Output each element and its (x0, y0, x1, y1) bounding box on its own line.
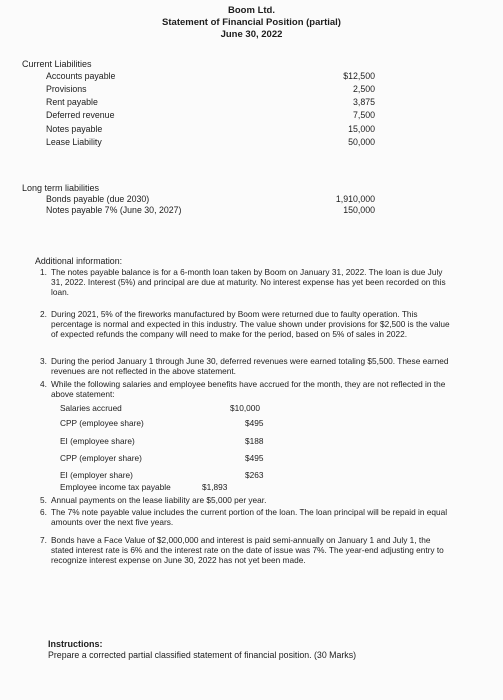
salary-label: CPP (employer share) (60, 453, 142, 463)
additional-info-heading: Additional information: (35, 256, 123, 266)
note-item (40, 507, 453, 528)
liability-amount: 15,000 (348, 124, 375, 134)
salary-amount: $495 (245, 418, 264, 428)
long-term-liabilities-heading: Long term liabilities (22, 183, 100, 193)
statement-title: Statement of Financial Position (partial) (162, 17, 341, 28)
liability-label: Provisions (46, 84, 87, 94)
salary-label: EI (employee share) (60, 436, 135, 446)
salary-amount: $1,893 (202, 482, 228, 492)
liability-amount: 150,000 (343, 205, 375, 215)
liability-label: Notes payable 7% (June 30, 2027) (46, 205, 182, 215)
note-text: Bonds have a Face Value of $2,000,000 and interest is paid semi-annually on January 1 and July 1, the stated interest rate is 6% and the interest rate on the date of issue was 7%. The year-end adjusting entry to recognize interest expense on June 30, 2022 has not yet been made. (51, 535, 444, 566)
liability-label: Accounts payable (46, 71, 116, 81)
liability-amount: 1,910,000 (335, 194, 375, 204)
liability-label: Lease Liability (46, 137, 102, 147)
note-text: The notes payable balance is for a 6-month loan taken by Boom on January 31, 2022. The loan is due July 31, 2022. Interest (5%) and principal are due at maturity. No interest expense has yet been recorded on this loan. (51, 267, 446, 298)
salary-amount: $10,000 (230, 403, 260, 413)
note-item (40, 495, 453, 505)
note-number: 5. (40, 495, 47, 505)
note-text: During the period January 1 through June 30, deferred revenues were earned totaling $5,500. These earned revenues are not reflected in the above statement. (51, 356, 449, 377)
note-number: 6. (40, 507, 47, 517)
note-number: 3. (40, 356, 47, 366)
liability-label: Deferred revenue (46, 110, 115, 120)
salary-row (60, 482, 228, 492)
note-item (40, 267, 453, 298)
note-text: While the following salaries and employee benefits have accrued for the month, they are not reflected in the above statement: (51, 379, 446, 400)
liability-label: Rent payable (46, 97, 98, 107)
salary-row (60, 436, 264, 446)
note-text: During 2021, 5% of the fireworks manufactured by Boom were returned due to faulty operation. This percentage is normal and expected in this industry. The value shown under provisions for $2,500 is the value of expected refunds the company will need to make for the period, based on 5% of sales in 2022. (51, 309, 450, 340)
salary-amount: $188 (245, 436, 264, 446)
note-number: 7. (40, 535, 47, 545)
liability-amount: 2,500 (352, 84, 375, 94)
note-item (40, 356, 453, 377)
liability-label: Bonds payable (due 2030) (46, 194, 150, 204)
note-number: 4. (40, 379, 47, 389)
note-number: 2. (40, 309, 47, 319)
instructions-text: Prepare a corrected partial classified statement of financial position. (30 Marks) (48, 650, 357, 660)
current-liabilities-heading: Current Liabilities (22, 59, 92, 69)
liability-amount: 3,875 (352, 97, 375, 107)
note-text: Annual payments on the lease liability are $5,000 per year. (51, 495, 267, 505)
salary-label: CPP (employee share) (60, 418, 144, 428)
note-text: The 7% note payable value includes the current portion of the loan. The loan principal will be repaid in equal amounts over the next five years. (51, 507, 448, 528)
salary-amount: $495 (245, 453, 264, 463)
liability-amount: 7,500 (352, 110, 375, 120)
statement-date: June 30, 2022 (220, 29, 283, 40)
instructions-heading: Instructions: (48, 639, 103, 649)
salary-label: Employee income tax payable (60, 482, 171, 492)
salary-amount: $263 (245, 470, 264, 480)
salary-row (60, 418, 264, 428)
liability-amount: $12,500 (343, 71, 375, 81)
salary-label: EI (employer share) (60, 470, 133, 480)
note-item (40, 535, 453, 566)
note-item (40, 379, 453, 400)
salary-row (60, 453, 264, 463)
salary-row (60, 403, 260, 413)
company-name: Boom Ltd. (228, 5, 275, 16)
salary-label: Salaries accrued (60, 403, 122, 413)
liability-label: Notes payable (46, 124, 103, 134)
note-number: 1. (40, 267, 47, 277)
salary-row (60, 470, 264, 480)
note-item (40, 309, 453, 340)
liability-amount: 50,000 (348, 137, 375, 147)
